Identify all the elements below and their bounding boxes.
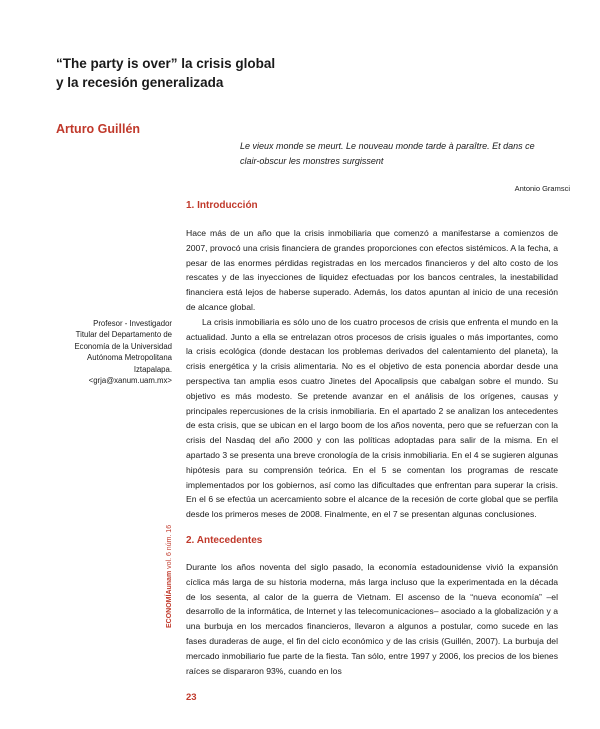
author-affiliation-note [54, 318, 172, 386]
paragraph: Hace más de un año que la crisis inmobiliaria que comenzó a manifestarse a comienzos de 2007, provocó una crisis financiera de grandes proporciones con efectos sistémicos. A la fecha, a pesar de las enormes pérdidas registradas en los mercados financieros y del alto costo de los rescates y de las inyecciones de liquidez efectuadas por los bancos centrales, la inestabilidad financiera está lejos de haberse superado. Además, los datos apuntan al inicio de una recesión de alcance global. [186, 228, 558, 312]
title-line-2: y la recesión generalizada [56, 75, 224, 90]
section-body-antecedentes [186, 560, 558, 678]
epigraph-quote [240, 139, 570, 169]
volume-info: vol. 6 núm. 16 [166, 524, 173, 569]
paragraph: La crisis inmobiliaria es sólo uno de los cuatro procesos de crisis que enfrenta el mundo en la actualidad. Junto a ella se entrelazan otros procesos de crisis iguales o más importantes, como la crisis ecológica (donde destacan los problemas derivados del calentamiento del planeta), la crisis energética y la crisis alimentaria. No es el objetivo de esta ponencia abordar desde una perspectiva tan amplia esos cuatro Jinetes del Apocalipsis que cabalgan sobre el mundo. Su objetivo es más modesto. Se pretende avanzar en el análisis de los orígenes, causas y principales repercusiones de la crisis inmobiliaria. En el apartado 2 se analizan los antecedentes de esta crisis, que se ubican en el largo boom de los años noventa, pero que se refuerzan con la crisis del Nasdaq del año 2000 y con las políticas adoptadas para salir de la misma. En el apartado 3 se presenta una breve cronología de la crisis inmobiliaria. En el 4 se sugieren algunas hipótesis para su comprensión teórica. En el 5 se comentan los programas de rescate implementados por los gobiernos, así como las dificultades que enfrentan para superar la crisis. En el 6 se efectúa un acercamiento sobre el alcance de la recesión de corte global que se perfila desde los primeros meses de 2008. Finalmente, en el 7 se presentan algunas conclusiones. [186, 316, 558, 520]
epigraph-line-2: clair-obscur les monstres surgissent [240, 156, 384, 166]
section-heading-introduccion: 1. Introducción [186, 200, 258, 211]
note-line: Titular del Departamento de [75, 330, 172, 340]
article-title [56, 54, 356, 92]
note-line: Economía de la Universidad [74, 341, 172, 351]
note-line: Profesor - Investigador [93, 319, 172, 328]
running-footer [166, 525, 173, 628]
epigraph-line-1: Le vieux monde se meurt. Le nouveau monde tarde à paraître. Et dans ce [240, 141, 535, 151]
note-line: Iztapalapa. [133, 364, 172, 374]
section-body-introduccion [186, 226, 558, 522]
section-heading-antecedentes: 2. Antecedentes [186, 535, 263, 546]
epigraph-attribution: Antonio Gramsci [514, 184, 570, 193]
author-name: Arturo Guillén [56, 122, 141, 136]
title-line-1: “The party is over” la crisis global [56, 56, 276, 71]
note-line: Autónoma Metropolitana [87, 353, 172, 363]
journal-name: ECONOMÍA [166, 589, 173, 628]
institution-name: unam [166, 570, 173, 590]
paragraph: Durante los años noventa del siglo pasado, la economía estadounidense vivió la expansión cíclica más larga de su historia moderna, más larga incluso que la experimentada en la década de los sesenta, al calor de la guerra de Vietnam. El ascenso de la “nueva economía” –el desarrollo de la informática, de Internet y las telecomunicaciones– asociado a la globalización y a una burbuja en los mercados financieros, llevaron a algunos a postular, como sucede en las fases duraderas de auge, el fin del ciclo económico y de las crisis (Guillén, 2007). La burbuja del mercado inmobiliario fue parte de la fiesta. Tan sólo, entre 1997 y 2006, los precios de los bienes raíces se dispararon 93%, cuando en los [186, 562, 558, 676]
page-number: 23 [186, 692, 197, 703]
author-email-link[interactable]: <grja@xanum.uam.mx> [88, 376, 172, 386]
